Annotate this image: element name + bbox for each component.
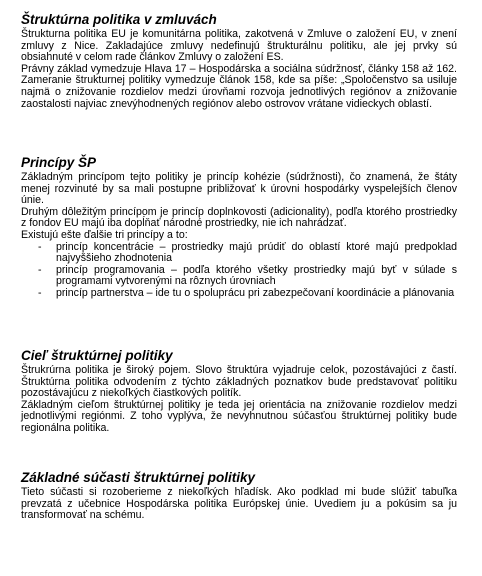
paragraph: Druhým dôležitým princípom je princíp doplnkovosti (adicionality), podľa ktorého prostriedky z fondov EU majú iba dopĺňať národné prostriedky, nie ich nahrádzať. [21, 205, 457, 230]
paragraph: Právny základ vymedzuje Hlava 17 – Hospodárska a sociálna súdržnosť, články 158 až 162. Zameranie štrukturnej politiky vymedzuje článok 158, kde sa píše: „Spoločenstvo sa usiluje najmä o znižovanie rozdielov medzi úrovňami rozvoja jednotlivých regiónov a znižovanie zaostalosti najviac znevýhodnených regiónov alebo ostrovov vrátane vidieckych oblastí. [21, 62, 457, 110]
section-basic-components [21, 470, 457, 522]
list-item [21, 288, 457, 300]
list-item-text: princíp programovania – podľa ktorého všetky prostriedky majú byť v súlade s programami vytvorenými na rôznych úrovniach [56, 263, 457, 288]
section-heading: Cieľ štruktúrnej politiky [21, 348, 173, 363]
paragraph: Tieto súčasti si rozoberieme z niekoľkých hľadísk. Ako podklad mi bude slúžiť tabuľka prevzatá z učebnice Hospodárska politika Európskej únie. Uvediem ju a pokúsim sa ju transformovať na schému. [21, 486, 457, 522]
section-structural-policy-in-treaties [21, 12, 457, 110]
list-item-text: princíp partnerstva – ide tu o spoluprácu pri zabezpečovaní koordinácie a plánovania [56, 286, 455, 299]
bullet-dash: - [38, 286, 42, 299]
section-goal [21, 348, 457, 435]
section-heading: Princípy ŠP [21, 155, 97, 170]
section-principles [21, 155, 457, 300]
paragraph: Základným princípom tejto politiky je princíp kohézie (súdržnosti), čo znamená, že štáty menej rozvinuté by sa mali postupne približovať k úrovni hospodárky vyspelejších členov únie. [21, 171, 457, 207]
paragraph: Štrukturna politika EU je komunitárna politika, zakotvená v Zmluve o založení EU, v znení zmluvy z Nice. Zakladajúce zmluvy nedefinujú štrukturálnu politiku, ale jej prvky sú obsiahnuté v celom rade článkov Zmluvy o založení ES. [21, 28, 457, 64]
section-heading: Základné súčasti štruktúrnej politiky [21, 470, 256, 485]
paragraph: Existujú ešte ďalšie tri princípy a to: [21, 228, 188, 241]
list-item [21, 242, 457, 265]
list-item-text: princíp koncentrácie – prostriedky majú prúdiť do oblastí ktoré majú predpoklad najvyššieho zhodnotenia [56, 240, 457, 265]
paragraph: Základným cieľom štruktúrnej politiky je teda jej orientácia na znižovanie rozdielov medzi jednotlivými regiónmi. Z toho vyplýva, že nevyhnutnou súčasťou štruktúrnej politiky bude regionálna politika. [21, 398, 457, 434]
principles-list [21, 242, 457, 300]
section-heading: Štruktúrna politika v zmluvách [21, 12, 217, 27]
list-item [21, 265, 457, 288]
bullet-dash: - [38, 263, 42, 276]
paragraph: Štrukrúrna politika je široký pojem. Slovo štruktúra vyjadruje celok, pozostávajúci z častí. Štruktúrna politika odvodením z týchto základných poznatkov bude predstavovať politiku pozostávajúcu z niekoľkých čiastkových politík. [21, 364, 457, 400]
bullet-dash: - [38, 240, 42, 253]
